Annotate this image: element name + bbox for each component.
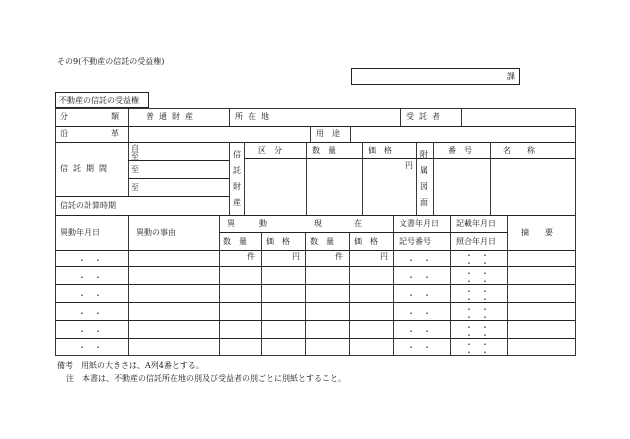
label-genzai: 現 在	[314, 219, 362, 228]
row-5-date: ・ ・	[78, 327, 102, 336]
unit-yen-zaisan: 円	[405, 161, 413, 170]
label-to-3: 至	[131, 183, 139, 192]
fuzoku-char-4: 面	[420, 198, 428, 207]
unit-yen-ido: 円	[292, 252, 300, 261]
shintaku-char-2: 託	[233, 166, 241, 175]
row-6-date: ・ ・	[78, 343, 102, 352]
row-1-date: ・ ・	[78, 256, 102, 265]
label-kakaku: 価 格	[368, 146, 392, 155]
table-caption: 不動産の信託の受益権	[59, 96, 139, 105]
row-3-kisai-date: ・ ・	[465, 287, 489, 296]
row-6-shogo-date: ・ ・	[465, 348, 489, 357]
row-5-shogo-date: ・ ・	[465, 331, 489, 340]
label-ido: 異 動	[227, 219, 267, 228]
unit-yen-genzai: 円	[380, 252, 388, 261]
row-4-doc-date: ・ ・	[407, 309, 431, 318]
label-kigo-bango: 記号番号	[399, 237, 431, 246]
form-title: その9(不動産の信託の受益権)	[57, 57, 165, 66]
label-kubun: 区 分	[258, 146, 282, 155]
row-5-kisai-date: ・ ・	[465, 323, 489, 332]
row-6-kisai-date: ・ ・	[465, 340, 489, 349]
row-6-doc-date: ・ ・	[407, 343, 431, 352]
label-enkaku: 沿 革	[60, 129, 128, 138]
row-1-shogo-date: ・ ・	[465, 259, 489, 268]
label-use: 用 途	[316, 129, 340, 138]
fuzoku-char-2: 属	[420, 166, 428, 175]
row-2-kisai-date: ・ ・	[465, 269, 489, 278]
label-ido-kakaku: 価 格	[266, 237, 290, 246]
label-suryo: 数 量	[312, 146, 336, 155]
section-label: 課	[507, 72, 515, 81]
label-trustee: 受託者	[406, 112, 445, 121]
row-3-shogo-date: ・ ・	[465, 295, 489, 304]
note-biko: 備考 用紙の大きさは、A列4番とする。	[57, 361, 204, 370]
row-1-doc-date: ・ ・	[407, 256, 431, 265]
row-2-shogo-date: ・ ・	[465, 277, 489, 286]
label-ido-date: 異動年月日	[60, 228, 100, 237]
row-2-doc-date: ・ ・	[407, 273, 431, 282]
label-ido-suryo: 数 量	[223, 237, 247, 246]
label-location: 所在地	[235, 112, 274, 121]
row-2-date: ・ ・	[78, 273, 102, 282]
label-to-2: 至	[131, 165, 139, 174]
label-bunsho-date: 文書年月日	[399, 219, 439, 228]
fuzoku-char-3: 図	[420, 182, 428, 191]
row-4-date: ・ ・	[78, 309, 102, 318]
label-calc-period: 信託の計算時期	[60, 201, 116, 210]
label-bunrui: 分 類	[60, 112, 128, 121]
row-1-kisai-date: ・ ・	[465, 251, 489, 260]
unit-ken-genzai: 件	[335, 252, 343, 261]
row-4-shogo-date: ・ ・	[465, 313, 489, 322]
row-3-date: ・ ・	[78, 291, 102, 300]
label-bango: 番 号	[448, 146, 472, 155]
shintaku-char-1: 信	[233, 150, 241, 159]
label-meisho: 名 称	[503, 146, 535, 155]
label-from: 自	[131, 144, 139, 153]
unit-ken-ido: 件	[247, 252, 255, 261]
label-shogo-date: 照合年月日	[456, 237, 496, 246]
shintaku-char-4: 産	[233, 198, 241, 207]
label-genzai-suryo: 数 量	[310, 237, 334, 246]
label-kisai-date: 記載年月日	[456, 219, 496, 228]
label-ido-reason: 異動の事由	[136, 228, 176, 237]
label-genzai-kakaku: 価 格	[354, 237, 378, 246]
note-chu: 注 本書は、不動産の信託所在地の別及び受益者の別ごとに別紙とすること。	[66, 374, 346, 383]
shintaku-char-3: 財	[233, 182, 241, 191]
label-trust-period: 信託期間	[60, 164, 112, 173]
row-5-doc-date: ・ ・	[407, 327, 431, 336]
label-to: 至	[131, 152, 139, 161]
row-3-doc-date: ・ ・	[407, 291, 431, 300]
row-4-kisai-date: ・ ・	[465, 305, 489, 314]
value-bunrui: 普通財産	[146, 112, 198, 121]
label-tekiyo: 摘 要	[521, 228, 553, 237]
fuzoku-char-1: 附	[420, 150, 428, 159]
